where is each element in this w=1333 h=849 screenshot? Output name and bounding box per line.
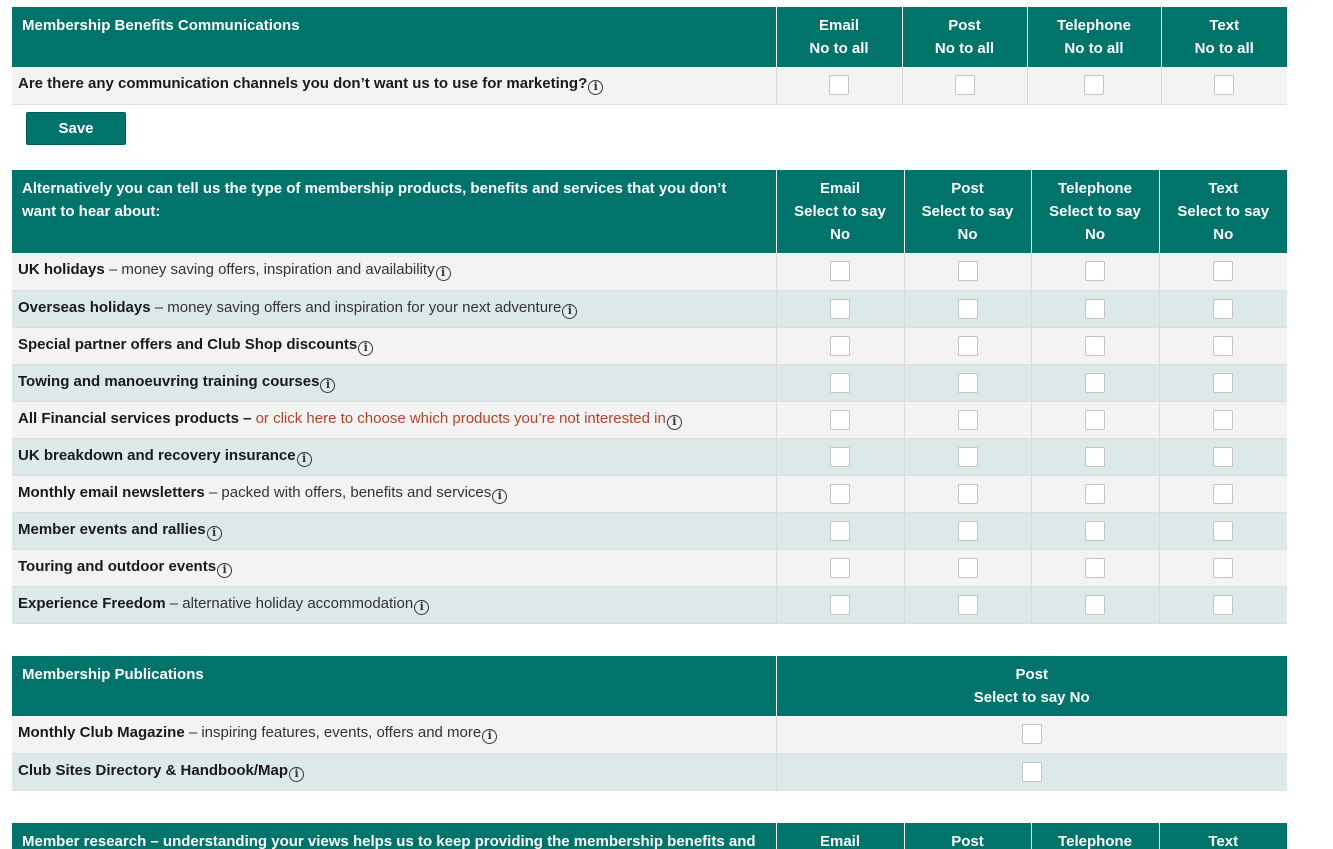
row-description: – money saving offers, inspiration and availability — [104, 261, 435, 279]
row-label: Are there any communication channels you don’t want us to use for marketing? i — [12, 67, 776, 104]
header-post: Post Select to say No — [776, 656, 1287, 716]
telephone-checkbox[interactable] — [1085, 484, 1105, 504]
telephone-checkbox[interactable] — [1085, 373, 1105, 393]
research-header-row — [12, 823, 1287, 849]
info-icon[interactable]: i — [207, 526, 222, 541]
text-checkbox[interactable] — [1213, 484, 1233, 504]
row-title: Member events and rallies — [18, 520, 206, 538]
communications-heading: Membership Benefits Communications — [12, 7, 776, 67]
table-row — [12, 327, 1287, 364]
row-title: Towing and manoeuvring training courses — [18, 372, 320, 390]
info-icon[interactable]: i — [289, 767, 304, 782]
row-label — [12, 290, 776, 327]
header-post: Post — [904, 823, 1031, 849]
email-checkbox[interactable] — [830, 484, 850, 504]
telephone-checkbox[interactable] — [1085, 261, 1105, 281]
post-checkbox[interactable] — [958, 558, 978, 578]
row-label — [12, 401, 776, 438]
post-checkbox[interactable] — [958, 336, 978, 356]
header-telephone: Telephone Select to say No — [1031, 170, 1159, 253]
products-heading: Alternatively you can tell us the type of membership products, benefits and services that you don’t want to hear about: — [12, 170, 776, 253]
header-text: Text Select to say No — [1159, 170, 1287, 253]
table-row — [12, 475, 1287, 512]
header-telephone: Telephone No to all — [1027, 7, 1161, 67]
post-checkbox[interactable] — [1022, 762, 1042, 782]
communications-header-row — [12, 7, 1287, 67]
table-row — [12, 716, 1287, 753]
research-table — [12, 823, 1287, 849]
row-label — [12, 549, 776, 586]
telephone-no-to-all: No to all — [1064, 40, 1124, 57]
save-button[interactable]: Save — [26, 112, 126, 145]
post-no-to-all-checkbox[interactable] — [955, 75, 975, 95]
row-label — [12, 327, 776, 364]
telephone-checkbox[interactable] — [1085, 336, 1105, 356]
publications-heading: Membership Publications — [12, 656, 776, 716]
text-checkbox[interactable] — [1213, 373, 1233, 393]
row-title: UK breakdown and recovery insurance — [18, 446, 296, 464]
row-title: Monthly email newsletters — [18, 483, 205, 501]
telephone-no-to-all-checkbox[interactable] — [1084, 75, 1104, 95]
row-label — [12, 438, 776, 475]
header-email: Email Select to say No — [776, 170, 904, 253]
email-no-to-all-checkbox[interactable] — [829, 75, 849, 95]
table-row — [12, 438, 1287, 475]
header-text: Text — [1159, 823, 1287, 849]
info-icon[interactable]: i — [320, 378, 335, 393]
info-icon[interactable]: i — [492, 489, 507, 504]
text-checkbox[interactable] — [1213, 447, 1233, 467]
row-description: – inspiring features, events, offers and more — [184, 724, 482, 742]
email-checkbox[interactable] — [830, 558, 850, 578]
header-post: Post No to all — [902, 7, 1027, 67]
row-description: – packed with offers, benefits and services — [204, 483, 492, 501]
research-heading: Member research – understanding your views helps us to keep providing the membership benefits and — [12, 823, 776, 849]
telephone-checkbox[interactable] — [1085, 447, 1105, 467]
row-label — [12, 716, 776, 753]
info-icon[interactable]: i — [436, 266, 451, 281]
table-row — [12, 290, 1287, 327]
post-checkbox[interactable] — [958, 595, 978, 615]
telephone-checkbox[interactable] — [1085, 410, 1105, 430]
email-checkbox[interactable] — [830, 521, 850, 541]
row-label — [12, 753, 776, 790]
telephone-checkbox[interactable] — [1085, 299, 1105, 319]
info-icon[interactable]: i — [667, 415, 682, 430]
text-no-to-all-checkbox[interactable] — [1214, 75, 1234, 95]
text-checkbox[interactable] — [1213, 410, 1233, 430]
header-text: Text No to all — [1161, 7, 1287, 67]
text-checkbox[interactable] — [1213, 558, 1233, 578]
row-label — [12, 512, 776, 549]
products-table — [12, 170, 1287, 624]
publications-header-row — [12, 656, 1287, 716]
row-title: Experience Freedom — [18, 594, 166, 612]
table-row — [12, 364, 1287, 401]
row-label — [12, 364, 776, 401]
row-title: Special partner offers and Club Shop discounts — [18, 335, 358, 353]
email-checkbox[interactable] — [830, 410, 850, 430]
text-checkbox[interactable] — [1213, 521, 1233, 541]
row-label — [12, 475, 776, 512]
email-checkbox[interactable] — [830, 595, 850, 615]
financial-products-link[interactable]: or click here to choose which products you’re not interested in — [255, 409, 666, 427]
post-checkbox[interactable] — [958, 373, 978, 393]
post-checkbox[interactable] — [958, 410, 978, 430]
row-title: Overseas holidays — [18, 298, 151, 316]
info-icon[interactable]: i — [588, 80, 603, 95]
post-checkbox[interactable] — [958, 299, 978, 319]
text-checkbox[interactable] — [1213, 261, 1233, 281]
email-checkbox[interactable] — [830, 373, 850, 393]
email-checkbox[interactable] — [830, 261, 850, 281]
row-title: Touring and outdoor events — [18, 557, 217, 575]
text-checkbox[interactable] — [1213, 299, 1233, 319]
email-checkbox[interactable] — [830, 336, 850, 356]
post-checkbox[interactable] — [1022, 724, 1042, 744]
row-title: All Financial services products – — [18, 409, 256, 427]
post-checkbox[interactable] — [958, 484, 978, 504]
info-icon[interactable]: i — [482, 729, 497, 744]
post-checkbox[interactable] — [958, 521, 978, 541]
post-checkbox[interactable] — [958, 261, 978, 281]
text-checkbox[interactable] — [1213, 336, 1233, 356]
table-row — [12, 753, 1287, 790]
table-row — [12, 67, 1287, 104]
text-checkbox[interactable] — [1213, 595, 1233, 615]
info-icon[interactable]: i — [217, 563, 232, 578]
table-row — [12, 401, 1287, 438]
table-row — [12, 512, 1287, 549]
info-icon[interactable]: i — [358, 341, 373, 356]
row-title: Club Sites Directory & Handbook/Map — [18, 761, 289, 779]
table-row — [12, 253, 1287, 290]
row-label — [12, 586, 776, 623]
post-checkbox[interactable] — [958, 447, 978, 467]
email-checkbox[interactable] — [830, 447, 850, 467]
post-no-to-all: No to all — [934, 40, 995, 57]
header-post: Post Select to say No — [904, 170, 1031, 253]
telephone-checkbox[interactable] — [1085, 595, 1105, 615]
email-checkbox[interactable] — [830, 299, 850, 319]
info-icon[interactable]: i — [414, 600, 429, 615]
table-row — [12, 549, 1287, 586]
info-icon[interactable]: i — [297, 452, 312, 467]
row-description: – money saving offers and inspiration for your next adventure — [150, 298, 562, 316]
row-title: UK holidays — [18, 261, 105, 279]
publications-table — [12, 656, 1287, 791]
products-header-row — [12, 170, 1287, 253]
telephone-checkbox[interactable] — [1085, 521, 1105, 541]
row-description: – alternative holiday accommodation — [165, 594, 414, 612]
info-icon[interactable]: i — [562, 304, 577, 319]
email-no-to-all: No to all — [809, 40, 869, 57]
row-title: Monthly Club Magazine — [18, 724, 185, 742]
text-no-to-all: No to all — [1194, 40, 1254, 57]
row-label — [12, 253, 776, 290]
header-email: Email No to all — [776, 7, 902, 67]
telephone-checkbox[interactable] — [1085, 558, 1105, 578]
header-telephone: Telephone — [1031, 823, 1159, 849]
header-email: Email — [776, 823, 904, 849]
communications-table — [12, 7, 1287, 105]
table-row — [12, 586, 1287, 623]
